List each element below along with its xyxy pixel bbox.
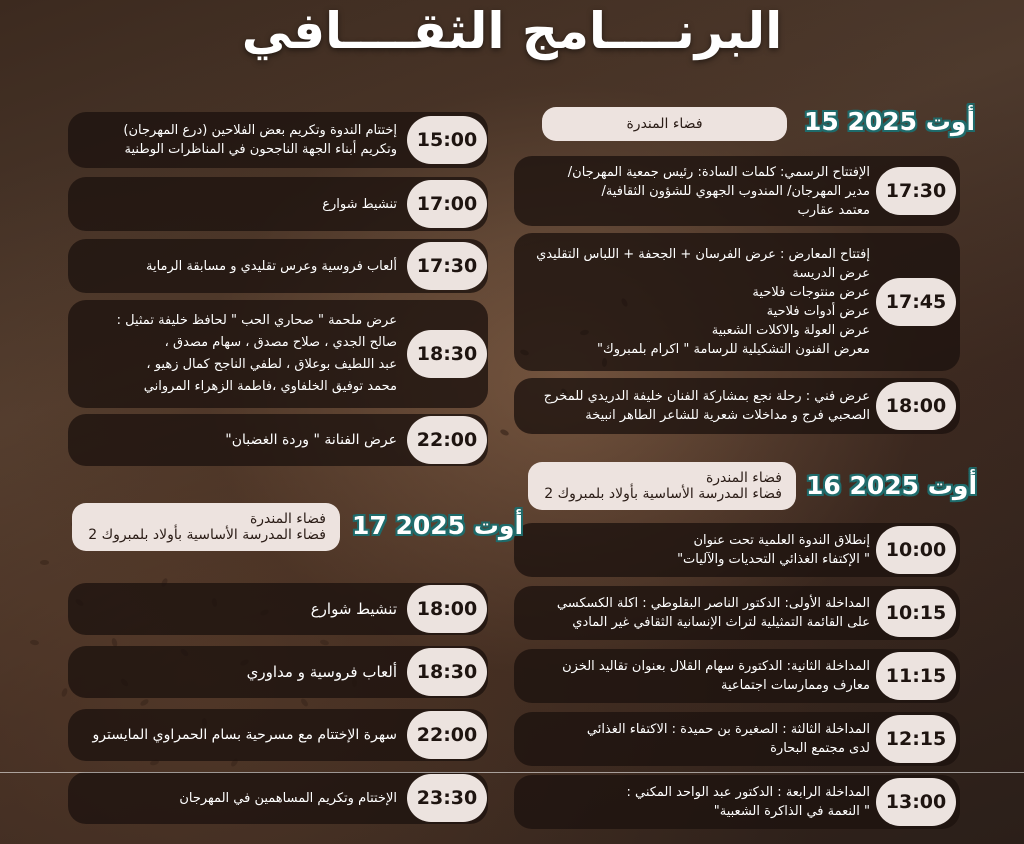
event-description: [322, 195, 397, 214]
divider-line: [0, 772, 1024, 773]
event-time: 22:00: [407, 416, 487, 464]
venue-line: فضاء المدرسة الأساسية بأولاد بلمبروك 2: [544, 486, 782, 502]
date-heading-day2: 16 أوت 2025: [806, 471, 978, 500]
grain-speck: [40, 560, 49, 565]
event-time: 11:15: [876, 652, 956, 700]
event-time: 17:00: [407, 180, 487, 228]
event-time: 10:00: [876, 526, 956, 574]
venue-line: فضاء المندرة: [249, 511, 326, 527]
event-time: 18:30: [407, 648, 487, 696]
event-description: [557, 594, 870, 632]
grain-speck: [61, 687, 69, 697]
event-description: [247, 663, 397, 682]
event-description-line: صالح الجدي ، صلاح مصدق ، سهام مصدق ،: [164, 335, 397, 350]
event-time: 18:30: [407, 330, 487, 378]
event-description-line: عرض العولة والاكلات الشعبية: [711, 323, 870, 338]
event-time: 18:00: [407, 585, 487, 633]
event-description-line: الإختتام وتكريم المساهمين في المهرجان: [179, 790, 397, 806]
event-description-line: ألعاب فروسية و مداوري: [246, 662, 397, 681]
event-description-line: معارف وممارسات اجتماعية: [721, 678, 870, 693]
event-description-line: تنشيط شوارع: [322, 196, 397, 212]
venue-label-day1: [542, 107, 787, 141]
event-description-line: عرض منتوجات فلاحية: [752, 285, 870, 300]
date-heading-day1: 15 أوت 2025: [804, 107, 976, 136]
event-time: 17:45: [876, 278, 956, 326]
event-description-line: الصحبي فرج و مداخلات شعرية للشاعر الطاهر انبيخة: [585, 408, 870, 423]
event-time: 23:30: [407, 774, 487, 822]
event-description-line: معرض الفنون التشكيلية للرسامة " اكرام بلمبروك": [597, 342, 870, 357]
event-description-line: تنشيط شوارع: [310, 599, 397, 618]
event-time: 15:00: [407, 116, 487, 164]
event-description-line: عرض الدريسة: [792, 266, 870, 281]
event-description: [146, 257, 397, 276]
event-description: [117, 310, 397, 398]
event-description: [677, 531, 870, 569]
event-time: 12:15: [876, 715, 956, 763]
event-description-line: محمد توفيق الخلفاوي ،فاطمة الزهراء المرواني: [143, 379, 397, 394]
event-description-line: عرض فني : رحلة نجع بمشاركة الفنان خليفة الدريدي للمخرج: [543, 389, 870, 404]
venue-label-day3: [72, 503, 340, 551]
event-time: 10:15: [876, 589, 956, 637]
event-time: 22:00: [407, 711, 487, 759]
event-time: 18:00: [876, 382, 956, 430]
venue-line: فضاء المندرة: [705, 470, 782, 486]
event-description: [93, 726, 397, 745]
event-description: [225, 431, 397, 450]
event-description-line: المداخلة الثالثة : الصغيرة بن حميدة : الاكتفاء الغذائي: [586, 722, 870, 737]
event-description-line: إنطلاق الندوة العلمية تحت عنوان: [693, 533, 870, 548]
grain-speck: [300, 697, 309, 707]
event-description-line: عرض أدوات فلاحية: [766, 304, 870, 319]
event-description: [562, 657, 870, 695]
event-description-line: إفتتاح المعارض : عرض الفرسان + الجحفة + اللباس التقليدي: [536, 247, 870, 262]
event-time: 13:00: [876, 778, 956, 826]
event-description-line: المداخلة الرابعة : الدكتور عبد الواحد المكني :: [626, 785, 870, 800]
event-description-line: ألعاب فروسية وعرس تقليدي و مسابقة الرماية: [145, 258, 397, 274]
event-description-line: مدير المهرجان/ المندوب الجهوي للشؤون الثقافية/: [601, 183, 870, 199]
event-description: [536, 245, 870, 359]
event-description: [179, 789, 397, 808]
grain-speck: [499, 428, 509, 436]
event-description: [626, 783, 870, 821]
event-description-line: الإفتتاح الرسمي: كلمات السادة: رئيس جمعية المهرجان/: [567, 164, 870, 180]
event-description-line: إختتام الندوة وتكريم بعض الفلاحين (درع المهرجان): [123, 123, 397, 138]
event-description: [587, 720, 870, 758]
venue-name: فضاء المندرة: [626, 116, 703, 132]
event-time: 17:30: [407, 242, 487, 290]
event-time: 17:30: [876, 167, 956, 215]
event-description-line: عرض الفنانة " وردة الغضبان": [225, 431, 397, 448]
event-description-line: على القائمة التمثيلية لتراث الإنسانية الثقافي غير المادي: [572, 615, 870, 630]
event-description-line: " الإكتفاء الغذائي التحديات والآليات": [677, 552, 870, 567]
event-description-line: لدى مجتمع البحارة: [770, 741, 870, 756]
grain-speck: [30, 639, 40, 645]
event-description-line: عبد اللطيف بوعلاق ، لطفي الناجح كمال زهيو ،: [146, 357, 397, 372]
event-description: [568, 163, 870, 220]
event-description-line: عرض ملحمة " صحاري الحب " لحافظ خليفة تمثيل :: [116, 313, 397, 328]
date-heading-day3: 17 أوت 2025: [352, 511, 524, 540]
venue-line: فضاء المدرسة الأساسية بأولاد بلمبروك 2: [88, 527, 326, 543]
event-description-line: وتكريم أبناء الجهة الناجحون في المناظرات الوطنية: [124, 142, 397, 157]
event-description: [311, 600, 397, 619]
grain-speck: [139, 698, 149, 707]
event-description-line: سهرة الإختتام مع مسرحية بسام الحمراوي المايسترو: [92, 726, 397, 743]
event-description-line: المداخلة الأولى: الدكتور الناصر البقلوطي : اكلة الكسكسي: [556, 596, 870, 611]
event-description-line: " النعمة في الذاكرة الشعبية": [713, 804, 870, 819]
venue-label-day2: [528, 462, 796, 510]
event-description-line: معتمد عقارب: [797, 202, 870, 218]
page-title: البرنــــامج الثقــــافي: [241, 2, 783, 60]
event-description: [123, 121, 397, 159]
event-description: [544, 387, 870, 425]
event-description-line: المداخلة الثانية: الدكتورة سهام القلال بعنوان تقاليد الخزن: [562, 659, 870, 674]
grain-speck: [320, 639, 330, 646]
